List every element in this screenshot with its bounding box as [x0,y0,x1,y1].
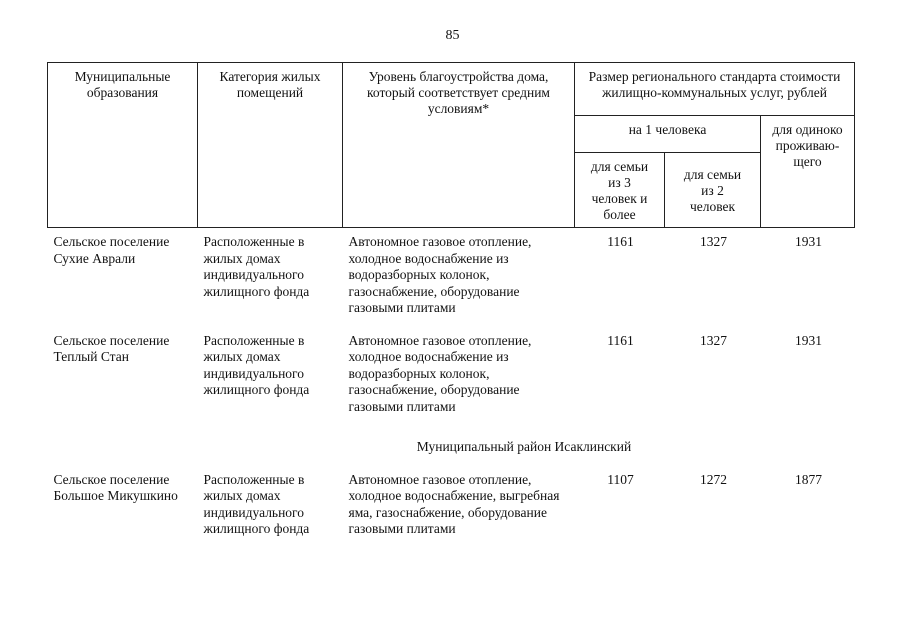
cell-level: Автономное газовое отопление, холодное водоснабжение из водоразборных колонок, газоснабжение, оборудование газовыми плитами [348,332,532,414]
header-level: Уровень благоустройства дома, который соответствует средним условиям* [343,63,575,228]
header-category: Категория жилых помещений [198,63,343,228]
page-number: 85 [445,28,460,43]
cell-single: 1931 [795,234,822,249]
cell-family2: 1327 [700,332,727,348]
regional-standard-table [47,62,855,548]
cell-family3: 1161 [607,234,634,249]
cell-category: Расположенные в жилых домах индивидуального жилищного фонда [203,471,310,536]
table-row [48,228,855,327]
cell-single: 1931 [795,332,822,348]
cell-municipality: Сельское поселение Сухие Аврали [53,234,170,266]
header-per-person: на 1 человека [575,116,761,153]
table-row [48,327,855,426]
table-row [48,466,855,548]
cell-category: Расположенные в жилых домах индивидуального жилищного фонда [203,332,310,397]
cell-family3: 1107 [607,471,634,487]
section-title: Муниципальный район Исаклинский [416,439,632,454]
header-single: для одиноко проживаю-щего [761,116,855,228]
section-row [48,425,855,466]
cell-family2: 1327 [700,234,727,249]
header-family2: для семьи из 2 человек [665,153,761,228]
cell-family3: 1161 [607,332,634,348]
cell-level: Автономное газовое отопление, холодное водоснабжение, выгребная яма, газоснабжение, оборудование газовыми плитами [348,471,560,536]
header-standard-size: Размер регионального стандарта стоимости жилищно-коммунальных услуг, рублей [575,63,855,116]
cell-level: Автономное газовое отопление, холодное водоснабжение из водоразборных колонок, газоснабжение, оборудование газовыми плитами [348,234,532,315]
cell-category: Расположенные в жилых домах индивидуального жилищного фонда [203,234,310,299]
cell-family2: 1272 [700,471,727,487]
cell-single: 1877 [795,471,822,487]
cell-municipality: Сельское поселение Большое Микушкино [53,471,178,503]
header-municipal: Муниципальные образования [48,63,198,228]
header-family3: для семьи из 3 человек и более [575,153,665,228]
cell-municipality: Сельское поселение Теплый Стан [53,332,170,364]
table-header [48,63,855,228]
